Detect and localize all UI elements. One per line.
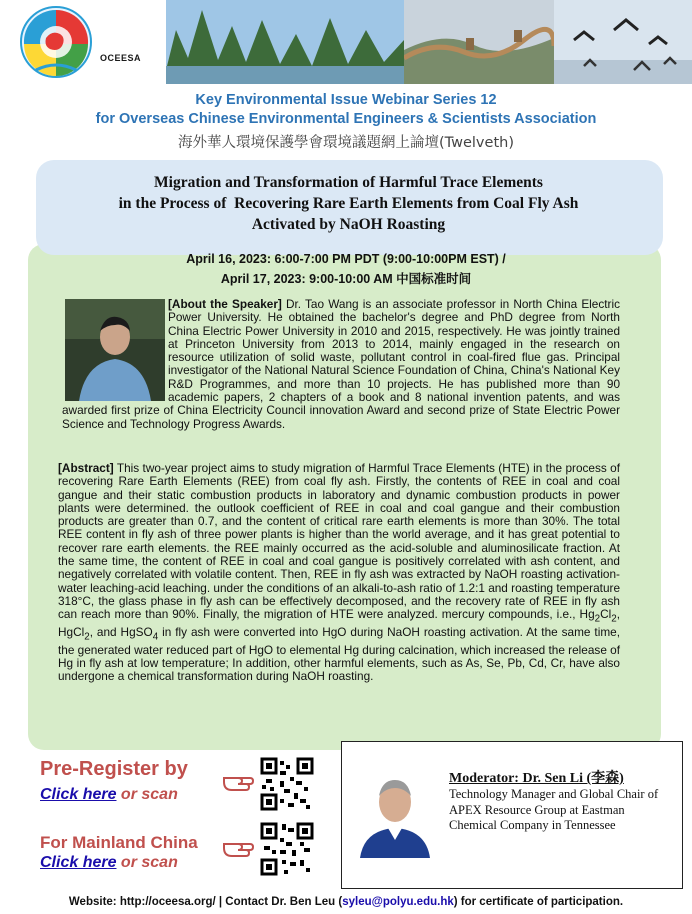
about-text: Dr. Tao Wang is an associate professor in North China Electric Power University. He obtained the bachelor's degree and PhD degree from North China Electric Power University in 2010 and 2015, respectively. He was jointly trained at Princeton University from 2013 to 2014, mainly engaged in the research on resource utilization of solid waste, pollutant control in coal-fired flue gas. Principal investigator of the National Natural Science Foundation of China, China's National Key R&D Programmes, and more than 10 projects. He has published more than 90 academic papers, 2 chapters of a book and 8 national invention patents, and was awarded first prize of China Electricity Council innovation Award and second prize of State Electric Power Science and Technology Progress Awards. (62, 297, 620, 431)
series-title-line1: Key Environmental Issue Webinar Series 12 (195, 92, 497, 108)
pointing-hand-icon (222, 770, 254, 794)
oceesa-logo-icon (16, 4, 96, 84)
abstract-text-b: in fly ash were converted into HgO during NaOH roasting activation. At the same time, the generated water reduced part of HgO to elemental Hg during calcination, which increased the release of Hg in fly ash at low temperature; In addition, other harmful elements, such as As, Se, Pb, Cd, Cr, have also undergone a chemical transformation during NaOH roasting. (58, 624, 620, 684)
abstract-label: [Abstract] (58, 461, 114, 475)
formula-part: , HgCl (58, 607, 620, 639)
series-title-line2: for Overseas Chinese Environmental Engineers & Scientists Association (95, 111, 597, 127)
preregister-click-here-link[interactable]: Click here (40, 786, 117, 803)
talk-title-line3: Activated by NaOH Roasting (251, 216, 446, 233)
or-scan-text: or scan (116, 786, 178, 803)
contact-email-link[interactable]: syleu@polyu.edu.hk (342, 896, 454, 908)
talk-title-line2: in the Process of Recovering Rare Earth Elements from Coal Fly Ash (118, 195, 579, 212)
formula-sub: 2 (611, 613, 617, 625)
series-title-chinese: 海外華人環境保護學會環境議題網上論壇(Twelveth) (178, 135, 514, 151)
mainland-click-here-link[interactable]: Click here (40, 854, 117, 871)
or-scan-text: or scan (116, 854, 178, 871)
qr-code-icon[interactable] (260, 822, 314, 876)
mainland-china-heading: For Mainland China (40, 833, 198, 852)
date-line1: April 16, 2023: 6:00-7:00 PM PDT (9:00-10:00PM EST) / (186, 252, 506, 266)
date-line2: April 17, 2023: 9:00-10:00 AM 中国标准时间 (220, 272, 472, 286)
moderator-title: Moderator: Dr. Sen Li (李森) (449, 771, 624, 786)
karst-landscape-photo (166, 0, 404, 84)
about-label: [About the Speaker] (168, 297, 282, 311)
footer-text-a: Website: http://oceesa.org/ | Contact Dr. Ben Leu ( (68, 896, 343, 908)
formula-part: , and HgSO (89, 624, 153, 639)
about-speaker (62, 298, 620, 431)
abstract-text-a: This two-year project aims to study migration of Harmful Trace Elements (HTE) in the process of recovering Rare Earth Elements (REE) from coal fly ash. Firstly, the contents of REE in coal and coal gangue and their static combustion products in laboratory and dynamic combustion products in power plants were determined. the outlook coefficient of REE in coal and coal gangue and their combustion products are greater than 0.7, and the content of critical rare earth elements is more than 30%. The total REE content in fly ash of three power plants is higher than the world average, and it has great potential to recover rare earth elements. the REE mainly occurred as the acid-soluble and aluminosilicate fraction. At the same time, the content of REE in coal and coal gangue is positively correlated with ash content, and negatively correlated with volatile content. Then, REE in fly ash was extracted by NaOH roasting activation-water leaching-acid leaching. under the conditions of an alkali-to-ash ratio of 1.2:1 and roasting temperature 318°C, the glass phase in fly ash can be effectively decomposed, and the recovery rate of REE in fly ash can reach more than 90%. Finally, the migration of HTE were analyzed. mercury compounds, i.e., Hg (58, 461, 620, 622)
preregister-link-row (40, 786, 178, 804)
great-wall-photo (404, 0, 554, 84)
abstract (58, 462, 620, 683)
cranes-photo (554, 0, 692, 84)
formula-part: Cl (600, 607, 612, 622)
pointing-hand-icon (222, 836, 254, 860)
talk-title (40, 172, 657, 235)
formula-sub: 4 (152, 631, 159, 643)
formula-sub: 2 (594, 613, 601, 625)
formula-sub: 2 (84, 631, 90, 643)
footer (0, 896, 692, 908)
moderator-description: Technology Manager and Global Chair of APEX Resource Group at Eastman Chemical Company in Tennessee (449, 787, 659, 832)
photo-spacer (62, 298, 168, 400)
preregister-heading: Pre-Register by (40, 758, 188, 780)
talk-title-line1: Migration and Transformation of Harmful Trace Elements (154, 174, 543, 191)
footer-text-b: ) for certificate of participation. (453, 896, 624, 908)
qr-code-icon[interactable] (260, 757, 314, 811)
moderator-photo (358, 758, 432, 858)
logo-text: OCEESA (100, 53, 142, 63)
mainland-link-row (40, 854, 178, 872)
